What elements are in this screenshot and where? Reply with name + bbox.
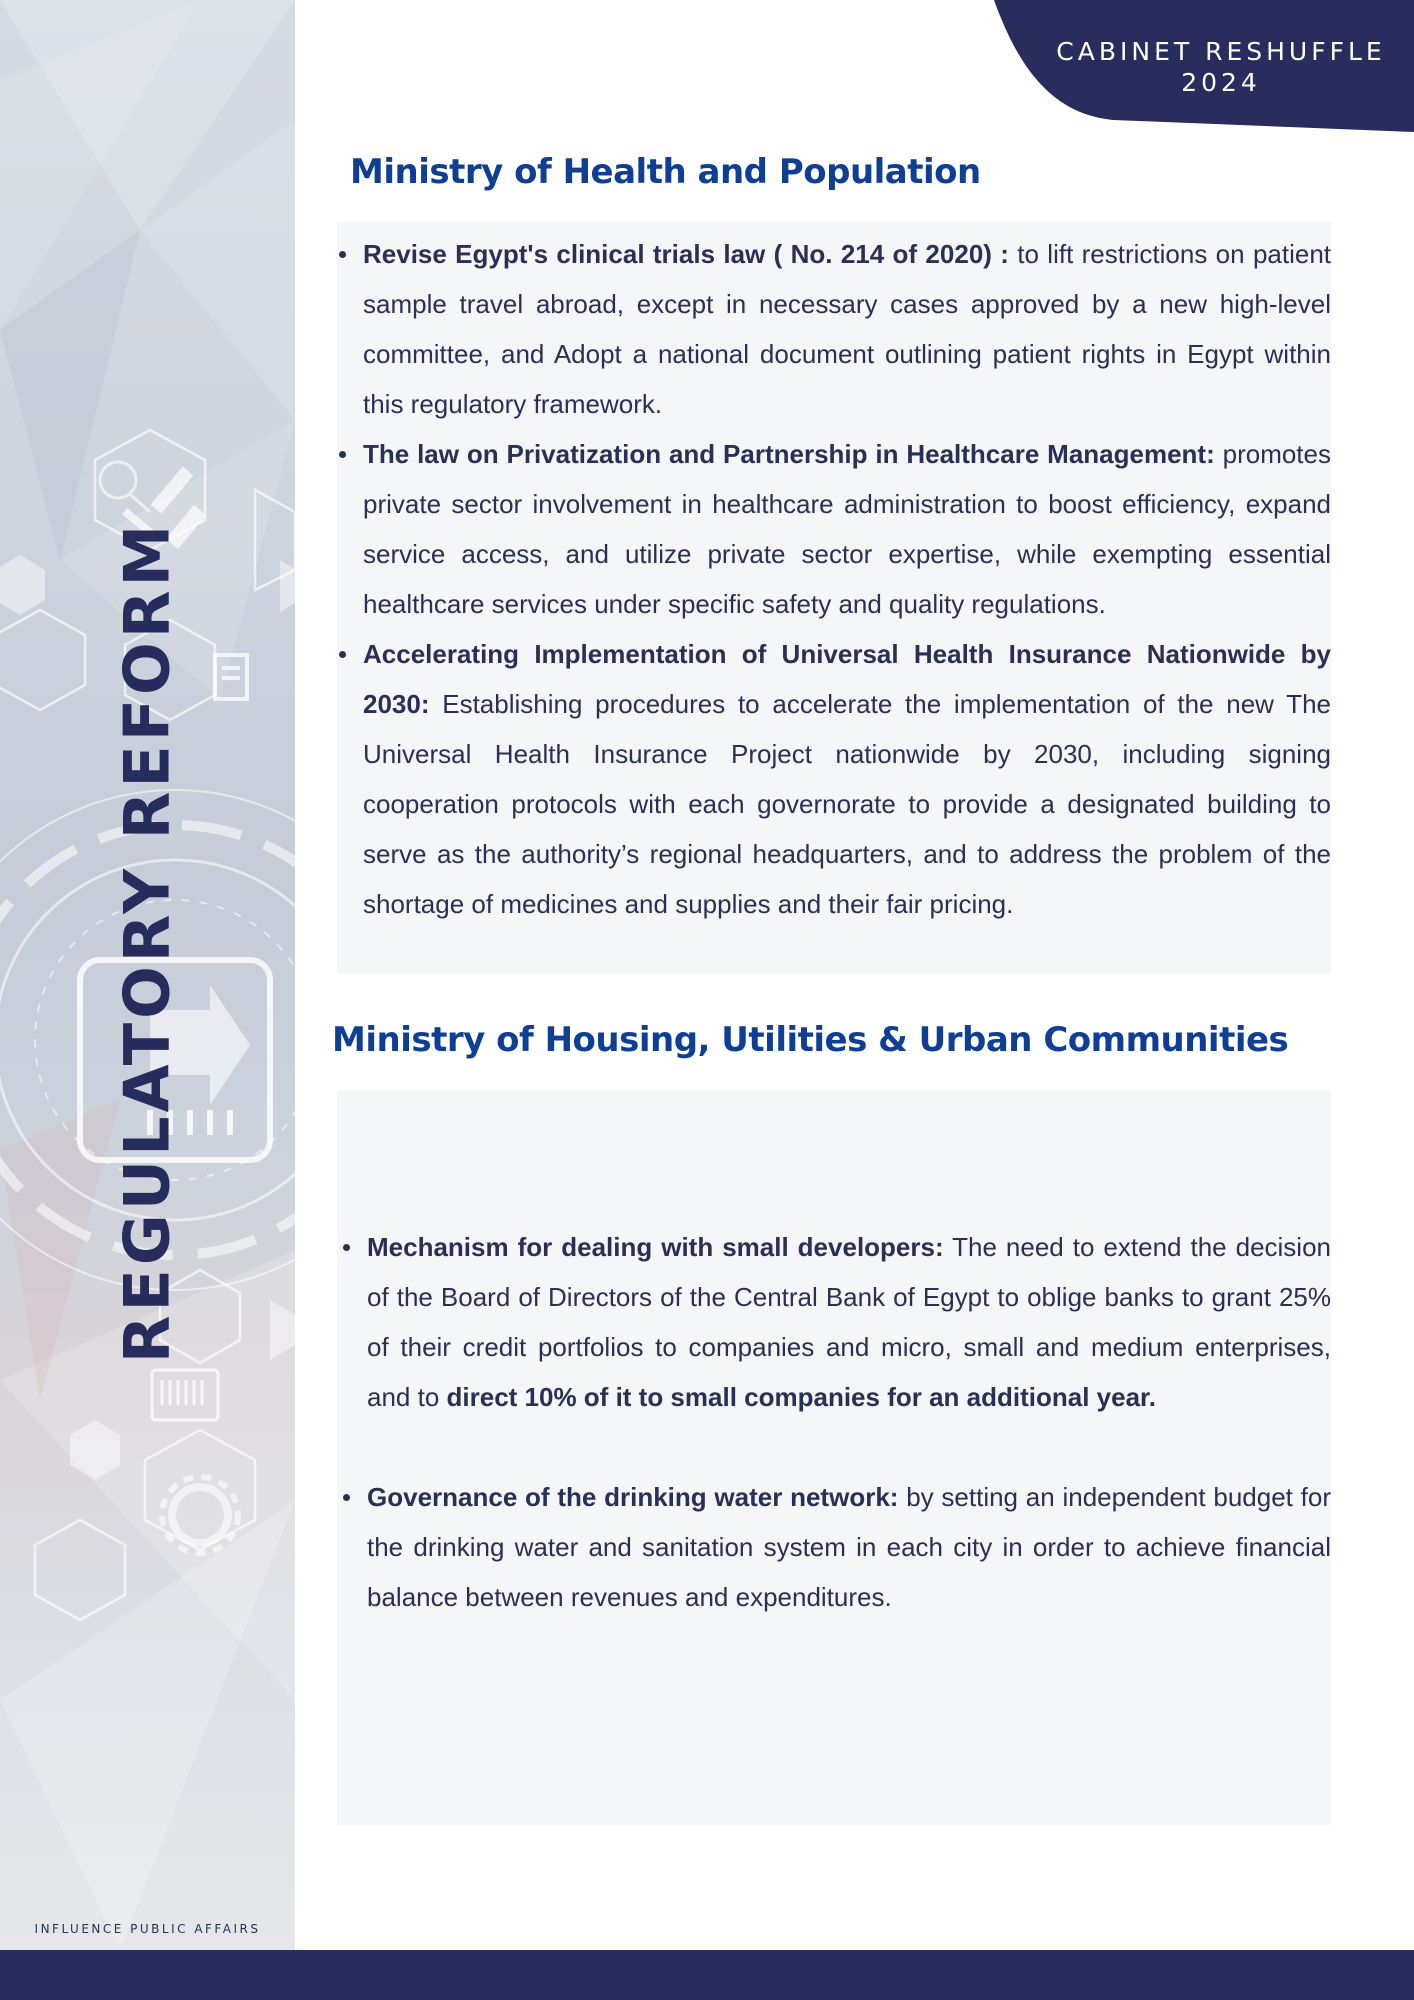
- sidebar-footer: INFLUENCE PUBLIC AFFAIRS: [34, 1922, 261, 1936]
- item-text: The need to extend the decision of the Board of Directors of the Central Bank of Egypt to oblige banks to grant 25% of their credit portfolios to companies and micro, small and medium enterprises, and to: [367, 1232, 1331, 1412]
- header-badge: [1056, 36, 1386, 98]
- list-item: [337, 429, 1331, 629]
- item-heading: The law on Privatization and Partnership in Healthcare Management:: [363, 439, 1215, 469]
- item-text: by setting an independent budget for the drinking water and sanitation system in each city in order to achieve financial balance between revenues and expenditures.: [367, 1482, 1331, 1612]
- item-text: promotes private sector involvement in healthcare administration to boost efficiency, expand service access, and utilize private sector expertise, while exempting essential healthcare services under specific safety and quality regulations.: [363, 439, 1331, 619]
- item-text: Establishing procedures to accelerate the implementation of the new The Universal Health Insurance Project nationwide by 2030, including signing cooperation protocols with each governorate to provide a designated building to serve as the authority’s regional headquarters, and to address the problem of the shortage of medicines and supplies and their fair pricing.: [363, 689, 1331, 919]
- item-highlight: direct 10% of it to small companies for an additional year.: [446, 1382, 1156, 1412]
- health-section-title: Ministry of Health and Population: [350, 152, 981, 192]
- list-item: [337, 229, 1331, 429]
- item-heading: Governance of the drinking water network:: [367, 1482, 899, 1512]
- badge-line-1: CABINET RESHUFFLE: [1056, 37, 1386, 66]
- list-item: [341, 1222, 1331, 1422]
- item-text: to lift restrictions on patient sample travel abroad, except in necessary cases approved by a new high-level committee, and Adopt a national document outlining patient rights in Egypt within this regulatory framework.: [363, 239, 1332, 419]
- housing-list: [341, 1222, 1331, 1622]
- housing-section-title: Ministry of Housing, Utilities & Urban Communities: [332, 1020, 1289, 1060]
- list-item: [337, 629, 1331, 929]
- badge-line-2: 2024: [1181, 68, 1261, 97]
- health-list: [337, 229, 1331, 929]
- footer-bar: [0, 1950, 1414, 2000]
- item-heading: Accelerating Implementation of Universal Health Insurance Nationwide by 2030:: [363, 639, 1331, 719]
- sidebar-title: REGULATORY REFORM: [110, 520, 184, 1364]
- list-item: [341, 1472, 1331, 1622]
- item-heading: Mechanism for dealing with small developers:: [367, 1232, 944, 1262]
- sidebar-banner: [0, 0, 295, 1950]
- item-heading: Revise Egypt's clinical trials law ( No. 214 of 2020) :: [363, 239, 1009, 269]
